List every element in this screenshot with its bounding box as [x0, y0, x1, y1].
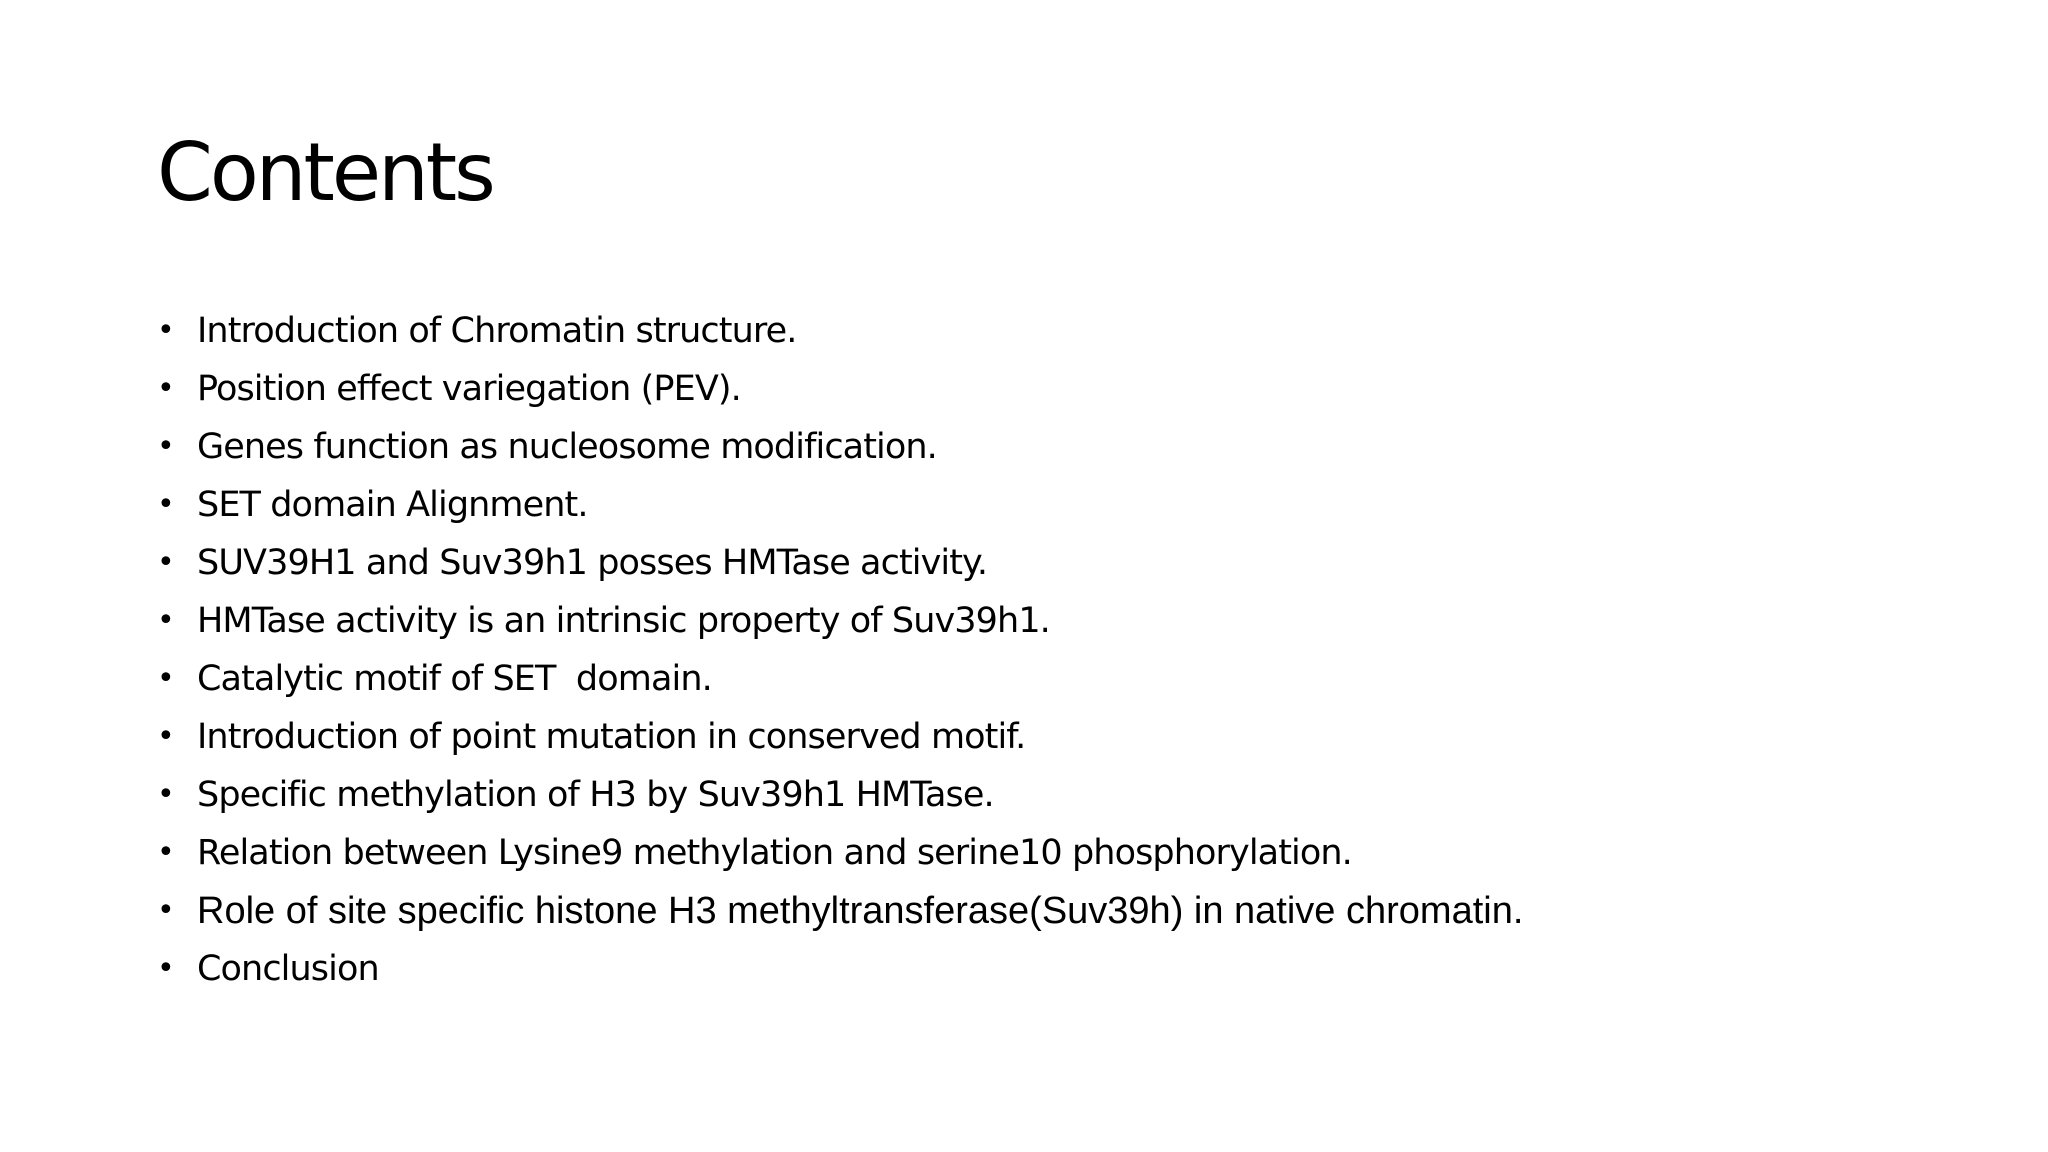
list-item: [157, 476, 1977, 534]
bullet-icon: •: [157, 313, 175, 348]
slide-title: Contents: [157, 126, 493, 219]
list-item: [157, 882, 1977, 940]
bullet-icon: •: [157, 371, 175, 406]
bullet-icon: •: [157, 661, 175, 696]
list-item-text: SET domain Alignment.: [197, 485, 588, 525]
list-item-text: SUV39H1 and Suv39h1 posses HMTase activity.: [197, 543, 988, 583]
list-item-text: Catalytic motif of SET domain.: [197, 659, 712, 699]
list-item: [157, 650, 1977, 708]
list-item-text: Role of site specific histone H3 methyltransferase(Suv39h) in native chromatin.: [197, 890, 1524, 932]
list-item-text: HMTase activity is an intrinsic property of Suv39h1.: [197, 601, 1050, 641]
list-item: [157, 534, 1977, 592]
list-item-text: Conclusion: [197, 949, 379, 989]
bullet-icon: •: [157, 719, 175, 754]
bullet-icon: •: [157, 429, 175, 464]
bullet-icon: •: [157, 835, 175, 870]
list-item: [157, 418, 1977, 476]
bullet-icon: •: [157, 545, 175, 580]
bullet-icon: •: [157, 893, 175, 928]
bullet-icon: •: [157, 777, 175, 812]
list-item-text: Genes function as nucleosome modification.: [197, 427, 937, 467]
list-item-text: Relation between Lysine9 methylation and serine10 phosphorylation.: [197, 833, 1352, 873]
bullet-icon: •: [157, 951, 175, 986]
list-item: [157, 708, 1977, 766]
list-item: [157, 766, 1977, 824]
bullet-icon: •: [157, 603, 175, 638]
list-item: [157, 360, 1977, 418]
list-item: [157, 592, 1977, 650]
list-item-text: Specific methylation of H3 by Suv39h1 HMTase.: [197, 775, 994, 815]
list-item: [157, 940, 1977, 998]
bullet-icon: •: [157, 487, 175, 522]
list-item-text: Position effect variegation (PEV).: [197, 369, 741, 409]
list-item: [157, 302, 1977, 360]
list-item-text: Introduction of point mutation in conserved motif.: [197, 717, 1026, 757]
list-item-text: Introduction of Chromatin structure.: [197, 311, 797, 351]
contents-list: [157, 302, 1977, 998]
list-item: [157, 824, 1977, 882]
